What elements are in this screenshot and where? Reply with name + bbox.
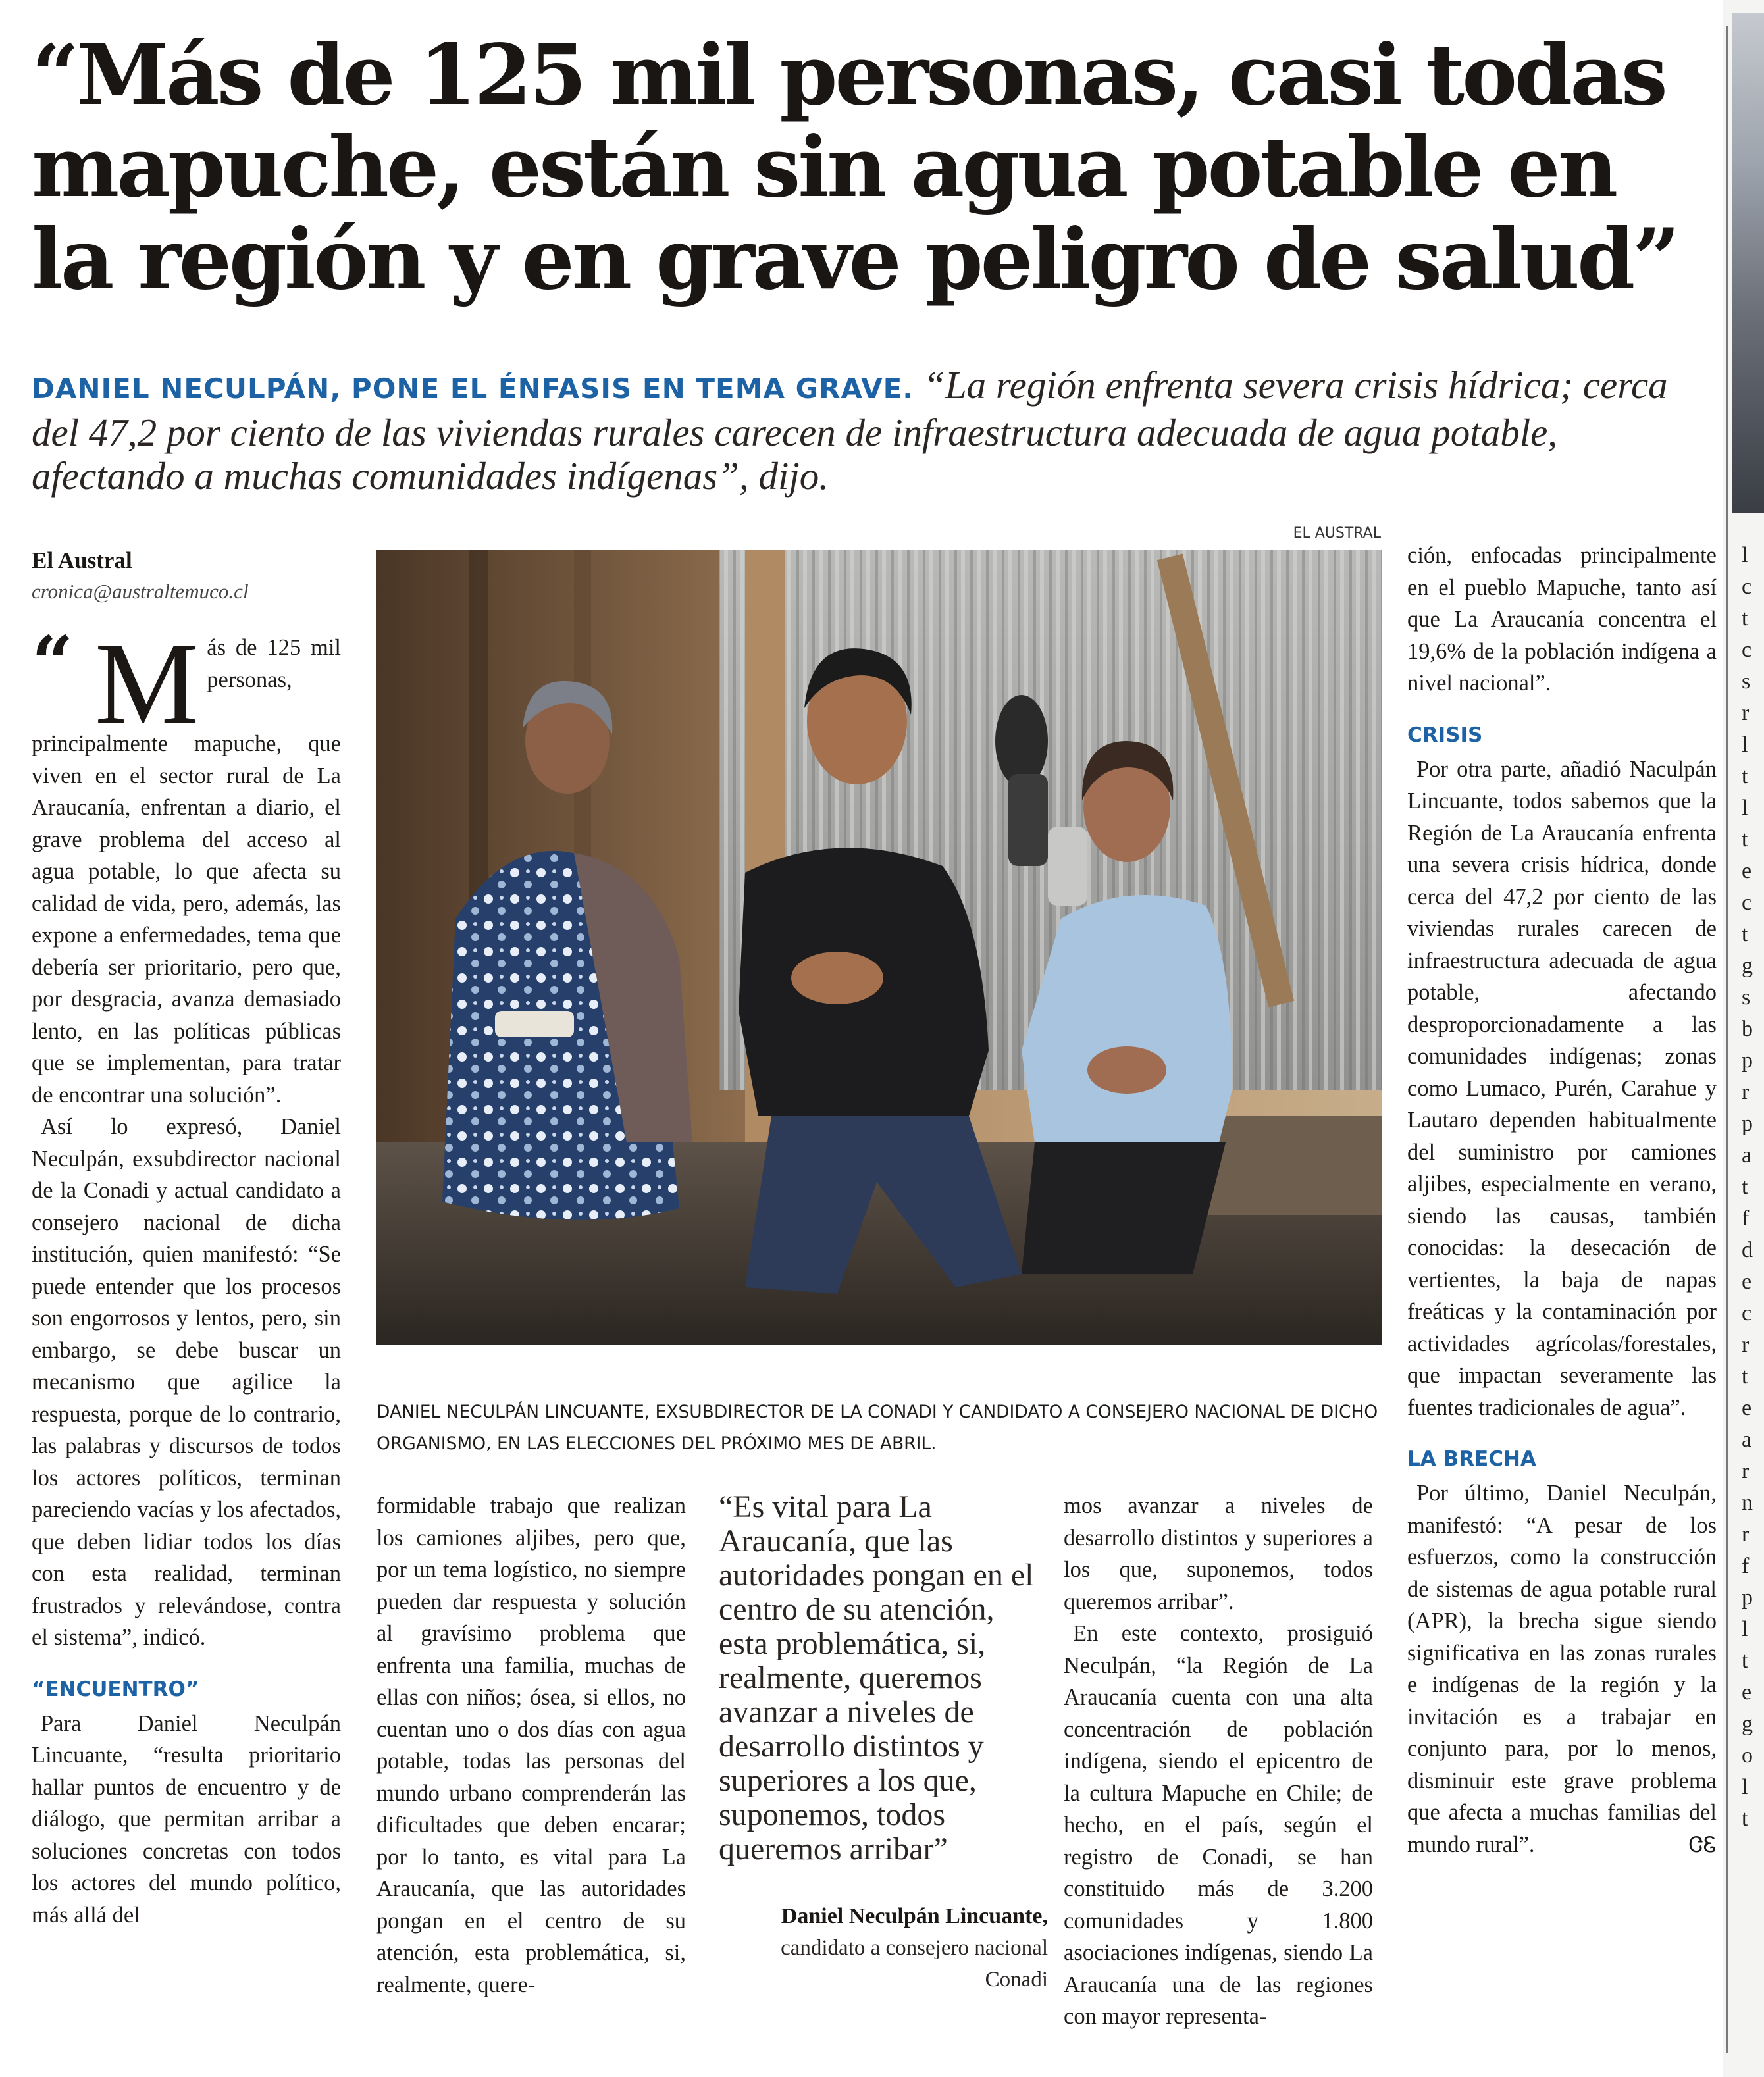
adjacent-letter: e [1742, 1680, 1752, 1705]
dropcap: M [95, 618, 199, 748]
subhead-crisis: CRISIS [1407, 723, 1483, 747]
adjacent-letter: t [1742, 827, 1748, 852]
adjacent-letter: l [1742, 796, 1748, 820]
paragraph: Por otra parte, añadió Naculpán Lincuante, todos sabemos que la Región de La Araucanía enfrenta una severa crisis hídrica, donde cerca del 47,2 por ciento de las viviendas rurales carecen de infraestructura adecuada de agua potable, afectando desproporcionadamente a las comunidades indígenas; zonas como Lumaco, Purén, Carahue y Lautaro dependen habitualmente del suministro por camiones aljibes, especialmente en verano, siendo las causas, también conocidas: la desecación de vertientes, la baja de napas freáticas y la contaminación por actividades agrícolas/forestales, que impactan severamente las fuentes tradicionales de agua”. [1407, 756, 1717, 1420]
adjacent-letter: b [1742, 1017, 1753, 1041]
article-column-5 [1407, 540, 1717, 1860]
paragraph: formidable trabajo que realizan los camiones aljibes, pero que, por un tema logístico, no siempre pueden dar respuesta y solución al gravísimo problema que enfrenta una familia, muchas de ellas con niños; ósea, si ellos, no cuentan uno o dos días con agua potable, todas las personas del mundo urbano comprenderán las dificultades que deben encarar; por lo tanto, es vital para La Araucanía, que las autoridades pongan en el centro de su atención, esta problemática, si, realmente, quere- [376, 1493, 686, 1997]
paragraph: Para Daniel Neculpán Lincuante, “resulta prioritario hallar puntos de encuentro y de diálogo, que permitan arribar a soluciones concretas con todos los actores del mundo político, más allá del [32, 1710, 341, 1928]
paragraph: ás de 125 mil personas, principalmente mapuche, que viven en el sector rural de La Araucanía, enfrentan a diario, el grave problema del acceso al agua potable, lo que afecta su calidad de vida, pero, además, las expone a enfermedades, tema que debería ser prioritario, pero que, por desgracia, avanza demasiado lento, en las políticas públicas que se implementan, para tratar de encontrar una solución”. [32, 635, 341, 1108]
adjacent-letter: c [1742, 890, 1752, 915]
adjacent-letter: p [1742, 1112, 1753, 1136]
article-column-2 [376, 1490, 686, 2001]
adjacent-letter: a [1742, 1143, 1752, 1167]
adjacent-letter: t [1742, 1649, 1748, 1673]
pull-quote-role: candidato a consejero nacional Conadi [781, 1936, 1048, 1991]
pull-quote-text: “Es vital para La Araucanía, que las autoridades pongan en el centro de su atención, esta problemática, si, realmente, queremos avanzar a niveles de desarrollo distintos y superiores a los que, suponemos, todos queremos arribar” [719, 1489, 1034, 1866]
opening-paragraph [32, 618, 341, 1111]
adjacent-photo-edge [1732, 13, 1764, 513]
adjacent-letter: t [1742, 764, 1748, 788]
adjacent-letter: l [1742, 732, 1748, 757]
adjacent-letter: c [1742, 1301, 1752, 1325]
pull-quote [719, 1490, 1048, 1995]
photo-illustration [376, 550, 1382, 1345]
adjacent-letter: t [1742, 606, 1748, 630]
adjacent-letter: l [1742, 1775, 1748, 1799]
adjacent-letter: e [1742, 859, 1752, 883]
adjacent-letter: c [1742, 575, 1752, 599]
byline-email[interactable]: cronica@australtemuco.cl [32, 580, 249, 603]
adjacent-letter: p [1742, 1048, 1753, 1073]
adjacent-letter: f [1742, 1554, 1750, 1578]
pull-quote-name: Daniel Neculpán Lincuante, [781, 1904, 1048, 1928]
end-mark: ᏣᏋ [1688, 1832, 1717, 1857]
subhead-encuentro: “ENCUENTRO” [32, 1677, 199, 1701]
paragraph: Así lo expresó, Daniel Neculpán, exsubdirector nacional de la Conadi y actual candidato a consejero nacional de dicha institución, quien manifestó: “Se puede entender que los procesos son engorrosos y lentos, pero, sin embargo, se debe buscar un mecanismo que agilice la respuesta, porque de lo contrario, las palabras y discursos de todos los actores políticos, terminan pareciendo vacías y los afectados, que deben lidiar todos los días con esta realidad, terminan frustrados y relevándose, contra el sistema”, indicó. [32, 1114, 341, 1650]
adjacent-letter: r [1742, 1333, 1750, 1357]
adjacent-letter: c [1742, 638, 1752, 662]
adjacent-letter: d [1742, 1238, 1753, 1262]
article-column-1 [32, 618, 341, 1931]
adjacent-text-edge [1742, 540, 1764, 1835]
adjacent-letter: a [1742, 1427, 1752, 1452]
photo-credit: EL AUSTRAL [1293, 525, 1381, 542]
deck [32, 363, 1717, 498]
adjacent-letter: t [1742, 1807, 1748, 1831]
adjacent-letter: n [1742, 1491, 1753, 1515]
article-column-4 [1064, 1490, 1373, 2033]
paragraph: En este contexto, prosiguió Neculpán, “la Región de La Araucanía cuenta con una alta concentración de población indígena, siendo el epicentro de la cultura Mapuche en Chile; de hecho, en el país, según el registro de Conadi, se han constituido más de 3.200 comunidades y 1.800 asociaciones indígenas, siendo La Araucanía una de las regiones con mayor representa- [1064, 1621, 1373, 2029]
adjacent-letter: t [1742, 1364, 1748, 1389]
adjacent-letter: r [1742, 701, 1750, 725]
photo-caption: DANIEL NECULPÁN LINCUANTE, EXSUBDIRECTOR DE LA CONADI Y CANDIDATO A CONSEJERO NACIONAL DE DICHO ORGANISMO, EN LAS ELECCIONES DEL PRÓXIMO MES DE ABRIL. [376, 1402, 1378, 1454]
subhead-la-brecha: LA BRECHA [1407, 1447, 1536, 1471]
byline-name: El Austral [32, 548, 132, 573]
adjacent-letter: t [1742, 922, 1748, 946]
adjacent-letter: r [1742, 1459, 1750, 1483]
opening-quote-mark: “ [32, 620, 74, 705]
adjacent-letter: e [1742, 1269, 1752, 1294]
adjacent-letter: g [1742, 1712, 1753, 1736]
deck-text: “La región enfrenta severa crisis hídrica; cerca del 47,2 por ciento de las viviendas rurales carecen de infraestructura adecuada de agua potable, afectando a muchas comunidades indígenas”, dijo. [32, 363, 1668, 498]
byline [32, 545, 348, 607]
paragraph: mos avanzar a niveles de desarrollo distintos y superiores a los que, suponemos, todos queremos arribar”. [1064, 1493, 1373, 1614]
adjacent-letter: o [1742, 1743, 1753, 1768]
adjacent-page-strip [1723, 0, 1764, 2077]
adjacent-letter: l [1742, 543, 1748, 567]
adjacent-letter: p [1742, 1585, 1753, 1610]
adjacent-letter: r [1742, 1522, 1750, 1547]
adjacent-letter: g [1742, 954, 1753, 978]
paragraph [1407, 1477, 1717, 1860]
deck-lead: DANIEL NECULPÁN, PONE EL ÉNFASIS EN TEMA GRAVE. [32, 372, 914, 405]
adjacent-letter: r [1742, 1080, 1750, 1104]
adjacent-letter: l [1742, 1617, 1748, 1641]
paragraph-text: Por último, Daniel Neculpán, manifestó: “A pesar de los esfuerzos, como la construcción de sistemas de agua potable rural (APR), la brecha sigue siendo significativa en las zonas rurales e indígenas de la región y la invitación es a trabajar en conjunto para, por lo menos, disminuir este grave problema que afecta a muchas familias del mundo rural”. [1407, 1481, 1717, 1857]
adjacent-letter: s [1742, 669, 1751, 694]
adjacent-letter: s [1742, 985, 1751, 1010]
headline: “Más de 125 mil personas, casi todas mapuche, están sin agua potable en la región y en grave peligro de salud” [32, 26, 1678, 308]
article-photo [376, 550, 1382, 1345]
adjacent-letter: e [1742, 1396, 1752, 1420]
adjacent-letter: f [1742, 1206, 1750, 1231]
column-rule [1726, 26, 1728, 2053]
paragraph: ción, enfocadas principalmente en el pueblo Mapuche, tanto así que La Araucanía concentra el 19,6% de la población indígena a nivel nacional”. [1407, 543, 1717, 696]
adjacent-letter: t [1742, 1175, 1748, 1199]
